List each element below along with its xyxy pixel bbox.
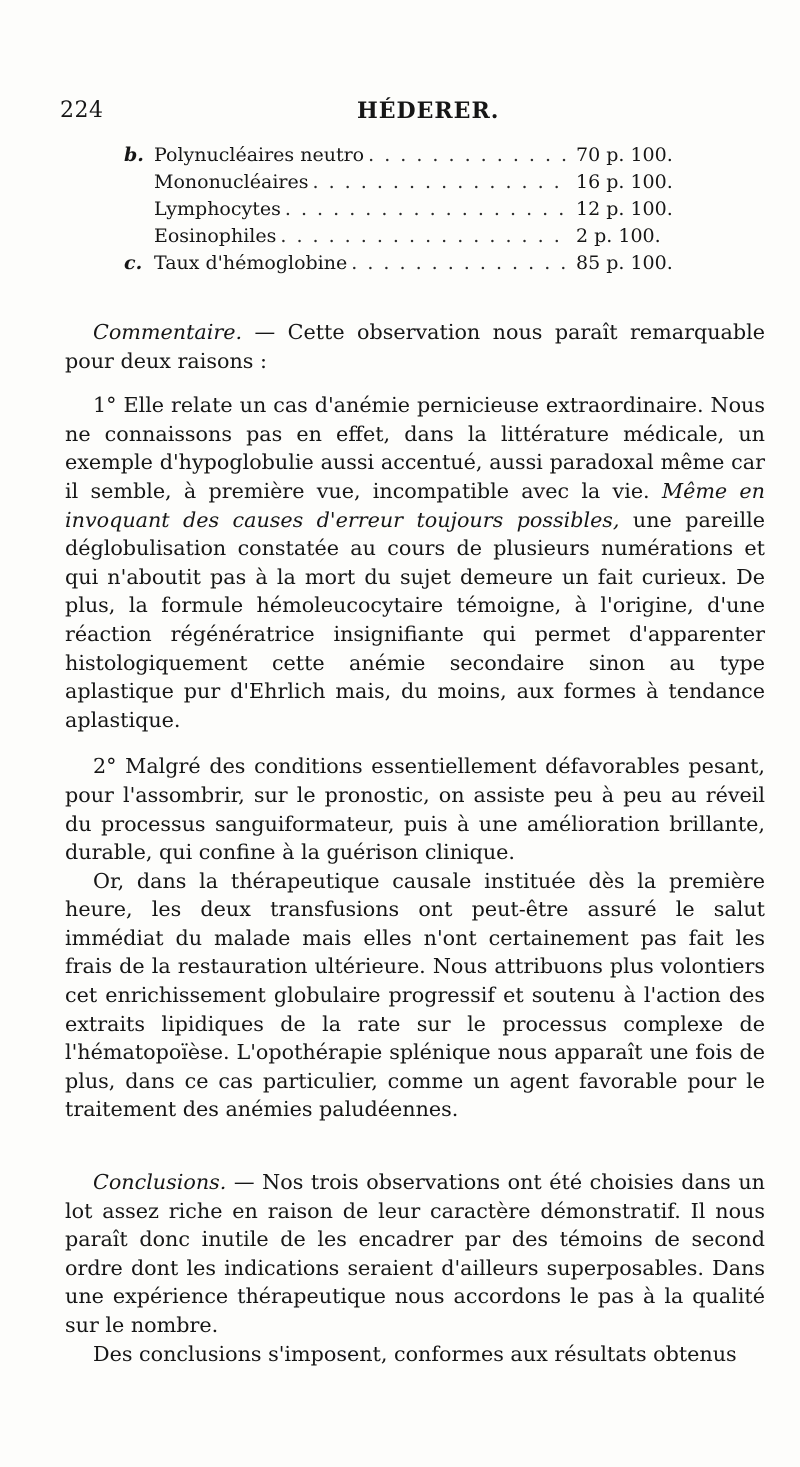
continuation-paragraph: Des conclusions s'imposent, conformes aux résultats obtenus — [93, 1341, 737, 1366]
row-marker: c. — [124, 252, 143, 274]
commentary-paragraph — [65, 318, 765, 375]
document-body — [65, 318, 765, 1368]
commentary-label: Commentaire. — [93, 320, 243, 344]
dot-leader — [280, 225, 568, 247]
point-1-italic: Même en invoquant des causes d'erreur toujours possibles, — [65, 478, 765, 532]
result-value: 70 p. 100. — [576, 144, 673, 166]
paragraph-gap — [65, 734, 765, 752]
result-value: 16 p. 100. — [576, 171, 673, 193]
dot-leader — [313, 171, 569, 193]
page-number: 224 — [60, 98, 104, 123]
paragraph-gap — [65, 375, 765, 391]
row-marker: b. — [124, 144, 144, 166]
result-row-lymphocytes — [124, 198, 714, 225]
result-label: Taux d'hémoglobine — [154, 252, 348, 274]
result-value: 12 p. 100. — [576, 198, 673, 220]
dot-leader — [368, 144, 568, 166]
result-row-hemoglobin — [124, 252, 714, 279]
dot-leader — [351, 252, 568, 274]
section-gap — [65, 1124, 765, 1168]
running-head — [60, 98, 780, 128]
point-1-rest: une pareille déglobulisation constatée au cours de plusieurs numérations et qui n'aboutit pas à la mort du sujet demeure un fait curieux. De plus, la formule hémoleucocytaire témoigne, à l'origine, d'une réaction régénératrice insignifiante qui permet d'apparenter histologiquement cette anémie secondaire sinon au type aplastique pur d'Ehrlich mais, du moins, aux formes à tendance aplastique. — [65, 507, 765, 732]
conclusions-label: Conclusions. — [93, 1170, 227, 1195]
blood-count-results — [124, 144, 714, 279]
commentary-point-2: 2° Malgré des conditions essentiellement défavorables pesant, pour l'assombrir, sur le pronostic, on assiste peu à peu au réveil du processus sanguiformateur, puis à une amélioration brillante, durable, qui confine à la guérison clinique. — [65, 754, 765, 865]
result-value: 2 p. 100. — [576, 225, 661, 247]
result-label: Mononucléaires — [154, 171, 309, 193]
result-row-polynuclear-neutrophils — [124, 144, 714, 171]
conclusions-paragraph — [65, 1168, 765, 1340]
result-label: Lymphocytes — [154, 198, 281, 220]
result-value: 85 p. 100. — [576, 252, 673, 274]
conclusions-text: — Nos trois observations ont été choisies dans un lot assez riche en raison de leur caractère démonstratif. Il nous paraît donc inutile de les encadrer par des témoins de second ordre dont les indications seraient d'ailleurs superposables. Dans une expérience thérapeutique nous accordons le pas à la qualité sur le nombre. — [65, 1170, 765, 1337]
result-label: Eosinophiles — [154, 225, 277, 247]
commentary-point-1 — [65, 391, 765, 734]
result-row-mononuclears — [124, 171, 714, 198]
commentary-intro: — Cette observation nous paraît remarquable pour deux raisons : — [65, 320, 765, 373]
point-1-lead: 1° Elle relate un cas d'anémie pernicieuse extraordinaire. Nous ne connaissons pas en effet, dans la littérature médicale, un exemple d'hypoglobulie aussi accentué, aussi paradoxal même car il semble, à première vue, incompatible avec la vie. — [65, 393, 765, 503]
result-label: Polynucléaires neutro — [154, 144, 365, 166]
author-running-title: HÉDERER. — [357, 98, 500, 124]
dot-leader — [285, 198, 568, 220]
commentary-point-3: Or, dans la thérapeutique causale instituée dès la première heure, les deux transfusions ont peut-être assuré le salut immédiat du malade mais elles n'ont certainement pas fait les frais de la restauration ultérieure. Nous attribuons plus volontiers cet enrichissement globulaire progressif et soutenu à l'action des extraits lipidiques de la rate sur le processus complexe de l'hématopoïèse. L'opothérapie splénique nous apparaît une fois de plus, dans ce cas particulier, comme un agent favorable pour le traitement des anémies paludéennes. — [65, 868, 765, 1122]
result-row-eosinophils — [124, 225, 714, 252]
